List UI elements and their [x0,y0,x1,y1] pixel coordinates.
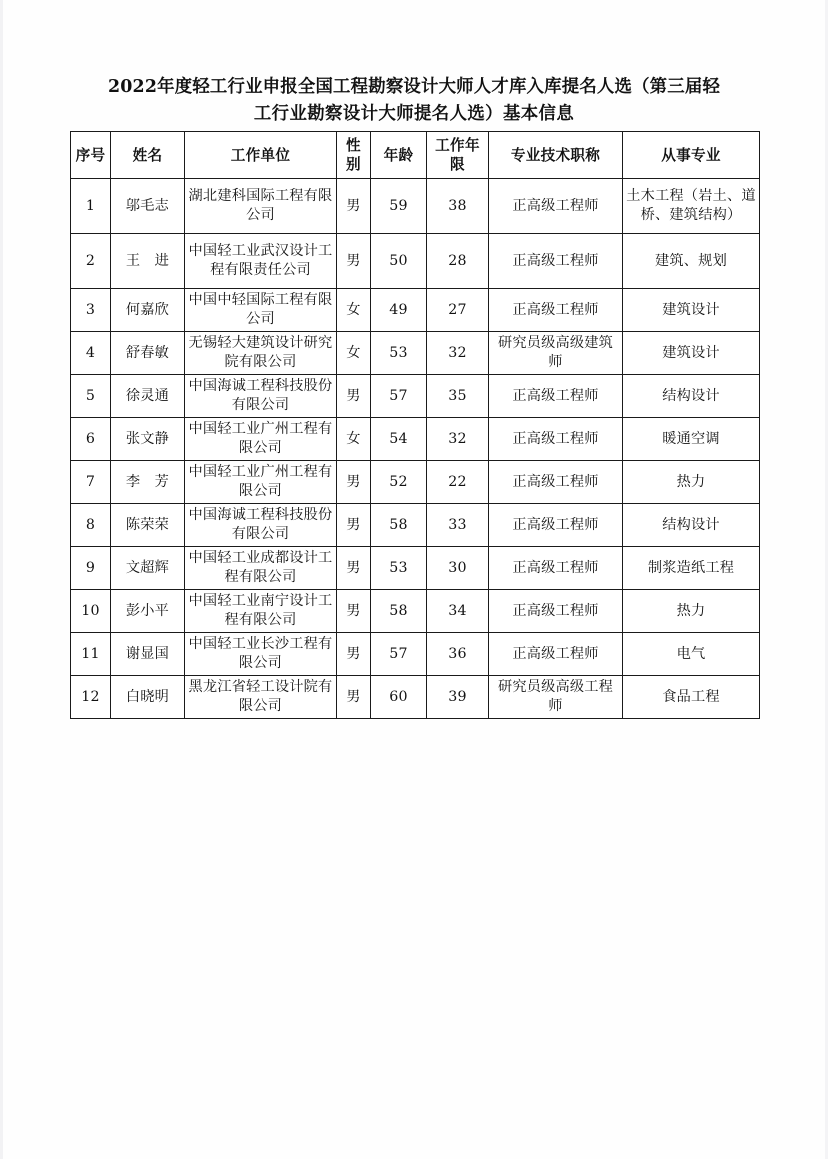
nominees-table-container [70,131,759,719]
table-header-row [71,132,760,179]
table-body [71,179,760,719]
cell-work-years: 30 [427,547,489,590]
cell-index: 5 [71,375,111,418]
cell-gender: 男 [337,461,371,504]
column-header-gender: 性别 [337,132,371,179]
cell-gender: 男 [337,234,371,289]
cell-gender: 女 [337,332,371,375]
table-row [71,375,760,418]
cell-work-unit: 中国海诚工程科技股份有限公司 [185,375,337,418]
cell-age: 58 [371,590,427,633]
cell-work-years: 35 [427,375,489,418]
cell-professional-title: 正高级工程师 [489,461,623,504]
cell-major: 结构设计 [623,504,760,547]
cell-gender: 男 [337,547,371,590]
cell-name: 李 芳 [111,461,185,504]
cell-major: 热力 [623,461,760,504]
table-row [71,332,760,375]
cell-work-unit: 中国轻工业长沙工程有限公司 [185,633,337,676]
cell-major: 制浆造纸工程 [623,547,760,590]
cell-index: 3 [71,289,111,332]
cell-name: 陈荣荣 [111,504,185,547]
column-header-professional-title: 专业技术职称 [489,132,623,179]
cell-gender: 男 [337,179,371,234]
cell-work-unit: 中国轻工业武汉设计工程有限责任公司 [185,234,337,289]
cell-work-unit: 无锡轻大建筑设计研究院有限公司 [185,332,337,375]
table-row [71,179,760,234]
cell-work-unit: 中国轻工业南宁设计工程有限公司 [185,590,337,633]
cell-work-years: 22 [427,461,489,504]
column-header-index: 序号 [71,132,111,179]
cell-index: 8 [71,504,111,547]
cell-index: 6 [71,418,111,461]
cell-work-unit: 中国轻工业广州工程有限公司 [185,418,337,461]
cell-major: 建筑设计 [623,332,760,375]
cell-work-years: 33 [427,504,489,547]
cell-gender: 男 [337,590,371,633]
cell-gender: 男 [337,676,371,719]
cell-professional-title: 正高级工程师 [489,418,623,461]
cell-major: 食品工程 [623,676,760,719]
cell-major: 土木工程（岩土、道桥、建筑结构） [623,179,760,234]
cell-age: 50 [371,234,427,289]
cell-professional-title: 正高级工程师 [489,590,623,633]
column-header-name: 姓名 [111,132,185,179]
cell-gender: 男 [337,633,371,676]
table-header [71,132,760,179]
table-row [71,234,760,289]
cell-name: 文超辉 [111,547,185,590]
cell-professional-title: 研究员级高级建筑师 [489,332,623,375]
cell-age: 57 [371,633,427,676]
cell-professional-title: 研究员级高级工程师 [489,676,623,719]
cell-age: 53 [371,332,427,375]
nominees-table [70,131,760,719]
table-row [71,418,760,461]
cell-professional-title: 正高级工程师 [489,547,623,590]
table-row [71,504,760,547]
column-header-work-unit: 工作单位 [185,132,337,179]
cell-index: 12 [71,676,111,719]
cell-name: 舒春敏 [111,332,185,375]
cell-major: 建筑设计 [623,289,760,332]
cell-age: 59 [371,179,427,234]
cell-name: 张文静 [111,418,185,461]
cell-work-years: 28 [427,234,489,289]
table-row [71,289,760,332]
cell-major: 热力 [623,590,760,633]
cell-age: 57 [371,375,427,418]
cell-index: 4 [71,332,111,375]
table-row [71,676,760,719]
table-row [71,590,760,633]
cell-age: 54 [371,418,427,461]
cell-name: 彭小平 [111,590,185,633]
cell-professional-title: 正高级工程师 [489,504,623,547]
cell-name: 何嘉欣 [111,289,185,332]
cell-name: 白晓明 [111,676,185,719]
cell-work-unit: 中国中轻国际工程有限公司 [185,289,337,332]
cell-professional-title: 正高级工程师 [489,633,623,676]
cell-gender: 男 [337,504,371,547]
cell-name: 谢显国 [111,633,185,676]
cell-work-years: 34 [427,590,489,633]
cell-work-unit: 中国轻工业广州工程有限公司 [185,461,337,504]
cell-age: 60 [371,676,427,719]
page-title [72,74,756,127]
cell-work-unit: 中国轻工业成都设计工程有限公司 [185,547,337,590]
cell-index: 2 [71,234,111,289]
cell-name: 徐灵通 [111,375,185,418]
cell-work-unit: 湖北建科国际工程有限公司 [185,179,337,234]
cell-gender: 女 [337,418,371,461]
cell-professional-title: 正高级工程师 [489,179,623,234]
page-title-line-2: 工行业勘察设计大师提名人选）基本信息 [253,103,575,124]
table-row [71,461,760,504]
cell-index: 1 [71,179,111,234]
cell-gender: 女 [337,289,371,332]
cell-age: 58 [371,504,427,547]
cell-name: 邬毛志 [111,179,185,234]
column-header-age: 年龄 [371,132,427,179]
cell-work-years: 32 [427,418,489,461]
cell-age: 49 [371,289,427,332]
cell-index: 11 [71,633,111,676]
column-header-work-years: 工作年限 [427,132,489,179]
cell-work-years: 32 [427,332,489,375]
table-row [71,633,760,676]
cell-index: 7 [71,461,111,504]
cell-professional-title: 正高级工程师 [489,234,623,289]
page-edge-left [0,0,3,1159]
cell-index: 9 [71,547,111,590]
cell-major: 结构设计 [623,375,760,418]
cell-index: 10 [71,590,111,633]
cell-work-unit: 黑龙江省轻工设计院有限公司 [185,676,337,719]
cell-gender: 男 [337,375,371,418]
cell-name: 王 进 [111,234,185,289]
page-title-line-1: 2022年度轻工行业申报全国工程勘察设计大师人才库入库提名人选（第三届轻 [107,77,721,97]
cell-age: 52 [371,461,427,504]
cell-professional-title: 正高级工程师 [489,375,623,418]
cell-work-years: 38 [427,179,489,234]
column-header-major: 从事专业 [623,132,760,179]
cell-age: 53 [371,547,427,590]
cell-major: 建筑、规划 [623,234,760,289]
cell-work-years: 39 [427,676,489,719]
cell-work-years: 36 [427,633,489,676]
table-row [71,547,760,590]
cell-major: 暖通空调 [623,418,760,461]
cell-work-years: 27 [427,289,489,332]
cell-work-unit: 中国海诚工程科技股份有限公司 [185,504,337,547]
cell-professional-title: 正高级工程师 [489,289,623,332]
cell-major: 电气 [623,633,760,676]
